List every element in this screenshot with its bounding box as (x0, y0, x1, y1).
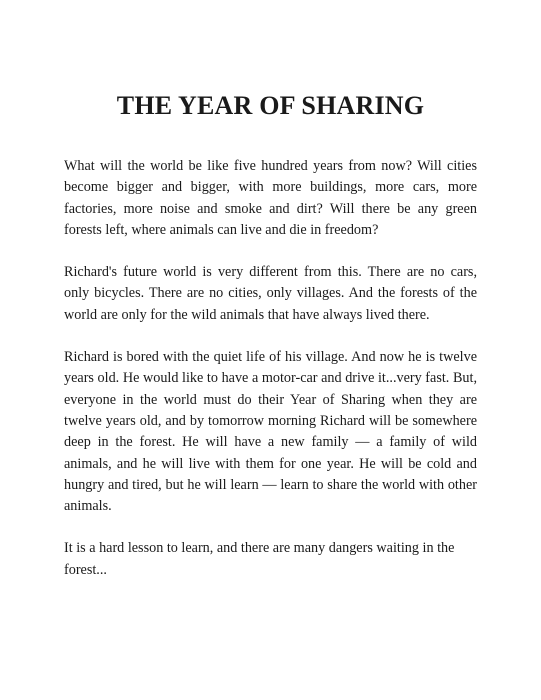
paragraph-1: What will the world be like five hundred years from now? Will cities become bigger and bigger, with more buildings, more cars, more factories, more noise and smoke and dirt? Will there be any green forests left, where animals can live and die in freedom? (64, 158, 477, 238)
paragraph-4: It is a hard lesson to learn, and there are many dangers waiting in the forest... (64, 540, 455, 578)
document-body (64, 156, 477, 581)
paragraph-3: Richard is bored with the quiet life of his village. And now he is twelve years old. He would like to have a motor-car and drive it...very fast. But, everyone in the world must do their Year of Sharing when they are twelve years old, and by tomorrow morning Richard will be somewhere deep in the forest. He will have a new family — a family of wild animals, and he will live with them for one year. He will be cold and hungry and tired, but he will learn — learn to share the world with other animals. (64, 349, 477, 515)
document-title: THE YEAR OF SHARING (116, 91, 425, 120)
paragraph-2: Richard's future world is very different from this. There are no cars, only bicycles. There are no cities, only villages. And the forests of the world are only for the wild animals that have always lived there. (64, 264, 477, 323)
